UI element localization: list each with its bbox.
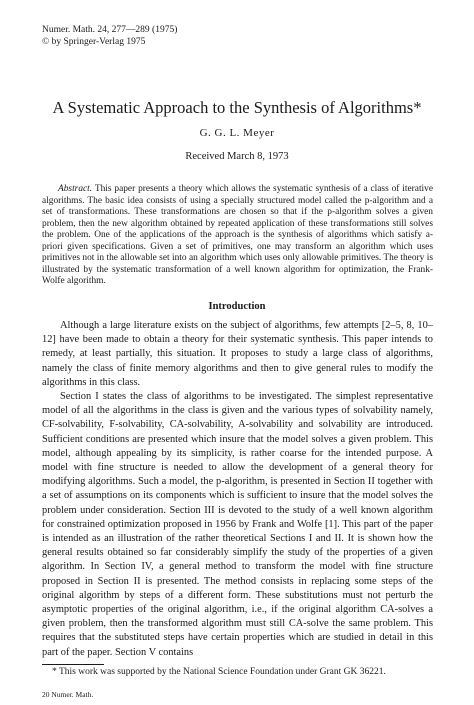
abstract-text: This paper presents a theory which allows the systematic synthesis of a class of iterative algorithms. The basic idea consists of using a specially structured model called the p-algorithm and a set of transformations. These transformations are chosen so that if the p-algorithm solves a given problem, then the new algorithm obtained by repeated application of these transformations still solves the problem. One of the applications of the approach is the synthesis of algorithms which satisfy a-priori given specifications. Given a set of primitives, one may transform an algorithm which uses primitives not in the allowable set into an algorithm which uses only allowable primitives. The theory is illustrated by the systematic transformation of a well known algorithm for optimization, the Frank-Wolfe algorithm.	[42, 184, 433, 286]
section-heading-introduction: Introduction	[208, 301, 266, 312]
abstract	[42, 184, 433, 288]
footnote: * This work was supported by the National Science Foundation under Grant GK 36221.	[52, 667, 386, 677]
intro-paragraph-1: Although a large literature exists on the subject of algorithms, few attempts [2–5, 8, 10–12] have been made to obtain a theory for their systematic synthesis. This paper intends to remedy, at least partially, this situation. It proposes to study a large class of algorithms, namely the class of finite memory algorithms and then to give general rules to modify the algorithms in this class.	[42, 320, 433, 388]
abstract-label: Abstract.	[58, 184, 93, 194]
author-name: G. G. L. Meyer	[199, 127, 275, 139]
page-footer: 20 Numer. Math.	[42, 690, 94, 699]
journal-citation: Numer. Math. 24, 277—289 (1975)	[42, 25, 178, 35]
copyright-line: © by Springer-Verlag 1975	[42, 37, 146, 47]
intro-paragraph-2: Section I states the class of algorithms to be investigated. The simplest representative model of all the algorithms in the class is given and the various types of solvability namely, CF-solvability, F-solvability, CA-solvability, A-solvability and solvability are introduced. Sufficient conditions are presented which insure that the model solves a given problem. This model, although appealing by its simplicity, is rather coarse for the intended purpose. A model with fine structure is needed to allow the development of a general theory for modifying algorithms. Such a model, the p-algorithm, is presented in Section II together with a set of assumptions on its components which is sufficient to insure that the model solves the problem under consideration. Section III is devoted to the study of a well known algorithm for constrained optimization proposed in 1956 by Frank and Wolfe [1]. This part of the paper is intended as an illustration of the rather theoretical Sections I and II. It is shown how the general results obtained so far considerably simplify the study of the properties of a given algorithm. In Section IV, a general method to transform the model with fine structure proposed in Section II is presented. The method consists in replacing some steps of the original algorithm by steps of a different form. These substitutions must not perturb the asymptotic properties of the original algorithm, i.e., if the original algorithm CA-solves a given problem, then the transformed algorithm must still CA-solve the same problem. This requires that the substituted steps have certain properties which are studied in detail in this part of the paper. Section V contains	[42, 391, 433, 658]
introduction-body	[42, 319, 433, 660]
paper-title: A Systematic Approach to the Synthesis of Algorithms*	[52, 98, 422, 117]
footnote-rule	[42, 664, 104, 665]
received-date: Received March 8, 1973	[185, 151, 289, 162]
journal-header	[42, 24, 177, 48]
